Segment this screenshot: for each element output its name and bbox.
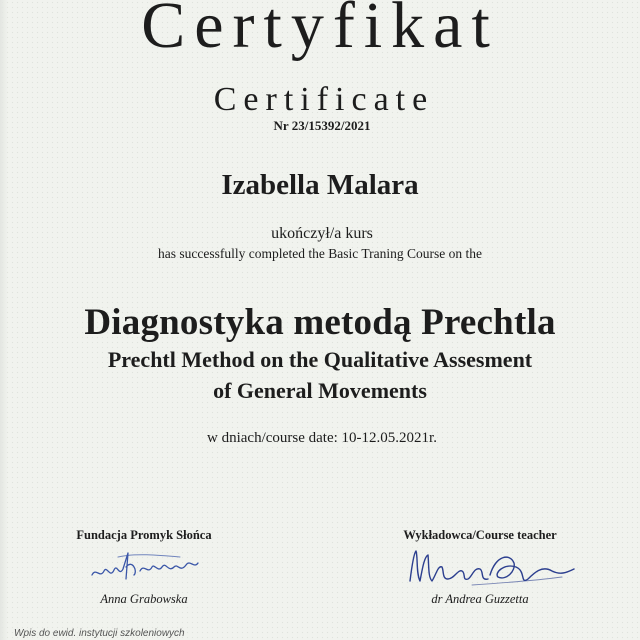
signature-teacher bbox=[380, 543, 580, 591]
course-title-pl: Diagnostyka metodą Prechtla bbox=[84, 302, 556, 343]
footer-note: Wpis do ewid. instytucji szkoleniowych bbox=[14, 628, 185, 639]
organization-name: Fundacja Promyk Słońca bbox=[76, 528, 212, 542]
teacher-role: Wykładowca/Course teacher bbox=[403, 528, 557, 542]
course-title-en-line2: of General Movements bbox=[213, 378, 427, 403]
teacher-signatory: dr Andrea Guzzetta bbox=[431, 592, 529, 606]
course-title-en-line1: Prechtl Method on the Qualitative Assesment bbox=[107, 347, 533, 372]
organization-signatory: Anna Grabowska bbox=[100, 592, 188, 606]
certificate-number: Nr 23/15392/2021 bbox=[273, 118, 371, 133]
recipient-name: Izabella Malara bbox=[221, 169, 419, 201]
certificate-title-en: Certificate bbox=[213, 81, 435, 118]
certificate-title-pl: Certyfikat bbox=[141, 0, 499, 62]
completed-text-pl: ukończył/a kurs bbox=[271, 225, 373, 242]
completed-text-en: has successfully completed the Basic Traning Course on the bbox=[158, 246, 482, 261]
signature-block-teacher bbox=[380, 527, 580, 607]
signature-organization bbox=[44, 543, 244, 591]
course-date: w dniach/course date: 10-12.05.2021r. bbox=[207, 430, 437, 446]
signature-block-organization bbox=[44, 527, 244, 607]
